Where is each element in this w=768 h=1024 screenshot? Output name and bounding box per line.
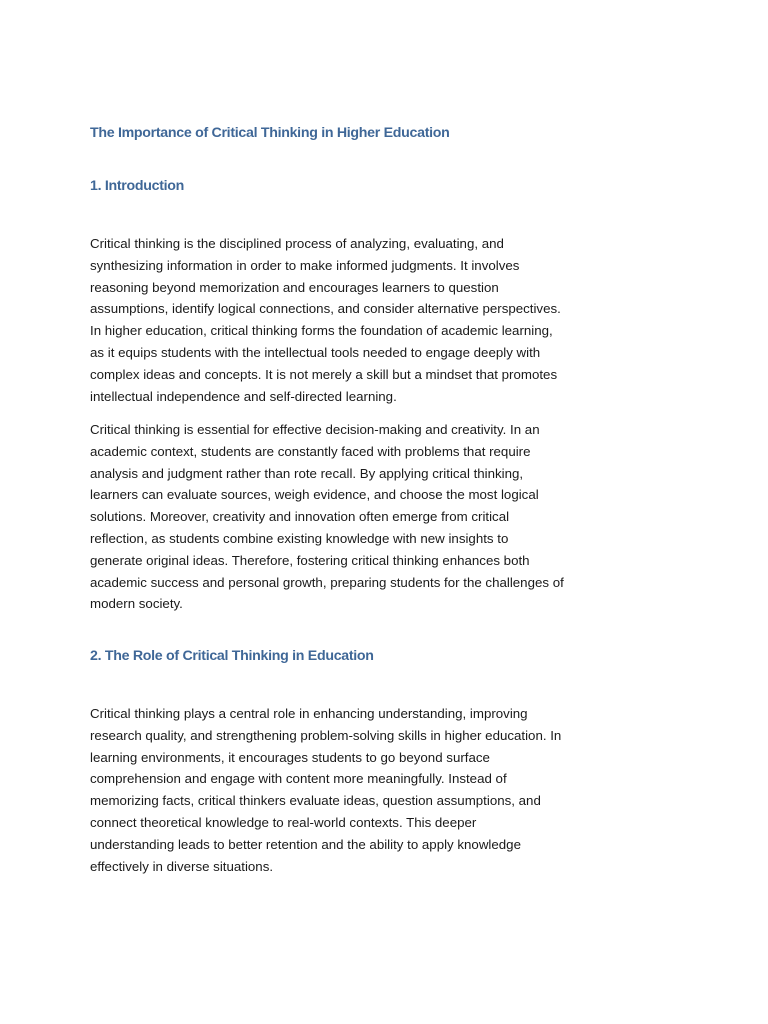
text-line: research quality, and strengthening problem-solving skills in higher education. In: [90, 727, 562, 743]
section-heading-introduction: 1. Introduction: [90, 178, 185, 194]
text-line: academic context, students are constantly faced with problems that require: [90, 443, 531, 459]
text-line: learning environments, it encourages students to go beyond surface: [90, 749, 490, 765]
text-line: Critical thinking plays a central role in enhancing understanding, improving: [90, 706, 528, 721]
text-line: generate original ideas. Therefore, fostering critical thinking enhances both: [90, 552, 530, 568]
text-line: connect theoretical knowledge to real-world contexts. This deeper: [90, 814, 477, 830]
text-line: In higher education, critical thinking forms the foundation of academic learning,: [90, 323, 553, 339]
paragraph-introduction-1: [90, 233, 590, 407]
text-line: Critical thinking is the disciplined process of analyzing, evaluating, and: [90, 236, 504, 251]
text-line: solutions. Moreover, creativity and innovation often emerge from critical: [90, 509, 510, 525]
text-line: assumptions, identify logical connections, and consider alternative perspectives.: [90, 301, 561, 317]
text-line: analysis and judgment rather than rote recall. By applying critical thinking,: [90, 465, 524, 481]
text-line: reflection, as students combine existing knowledge with new insights to: [90, 530, 509, 546]
text-line: synthesizing information in order to make informed judgments. It involves: [90, 257, 520, 273]
text-line: effectively in diverse situations.: [90, 858, 274, 874]
document-title: The Importance of Critical Thinking in Higher Education: [90, 125, 450, 141]
text-line: modern society.: [90, 596, 183, 612]
paragraph-role-1: [90, 703, 590, 877]
text-line: memorizing facts, critical thinkers evaluate ideas, question assumptions, and: [90, 793, 541, 809]
text-line: intellectual independence and self-directed learning.: [90, 388, 397, 404]
text-line: complex ideas and concepts. It is not merely a skill but a mindset that promotes: [90, 366, 558, 382]
text-line: comprehension and engage with content more meaningfully. Instead of: [90, 771, 507, 787]
paragraph-introduction-2: [90, 419, 590, 615]
text-line: learners can evaluate sources, weigh evidence, and choose the most logical: [90, 487, 539, 503]
section-heading-role: 2. The Role of Critical Thinking in Education: [90, 648, 374, 664]
text-line: understanding leads to better retention and the ability to apply knowledge: [90, 836, 521, 852]
text-line: academic success and personal growth, preparing students for the challenges of: [90, 574, 564, 590]
text-line: Critical thinking is essential for effective decision-making and creativity. In an: [90, 422, 540, 437]
text-line: reasoning beyond memorization and encourages learners to question: [90, 279, 499, 295]
text-line: as it equips students with the intellectual tools needed to engage deeply with: [90, 344, 541, 360]
